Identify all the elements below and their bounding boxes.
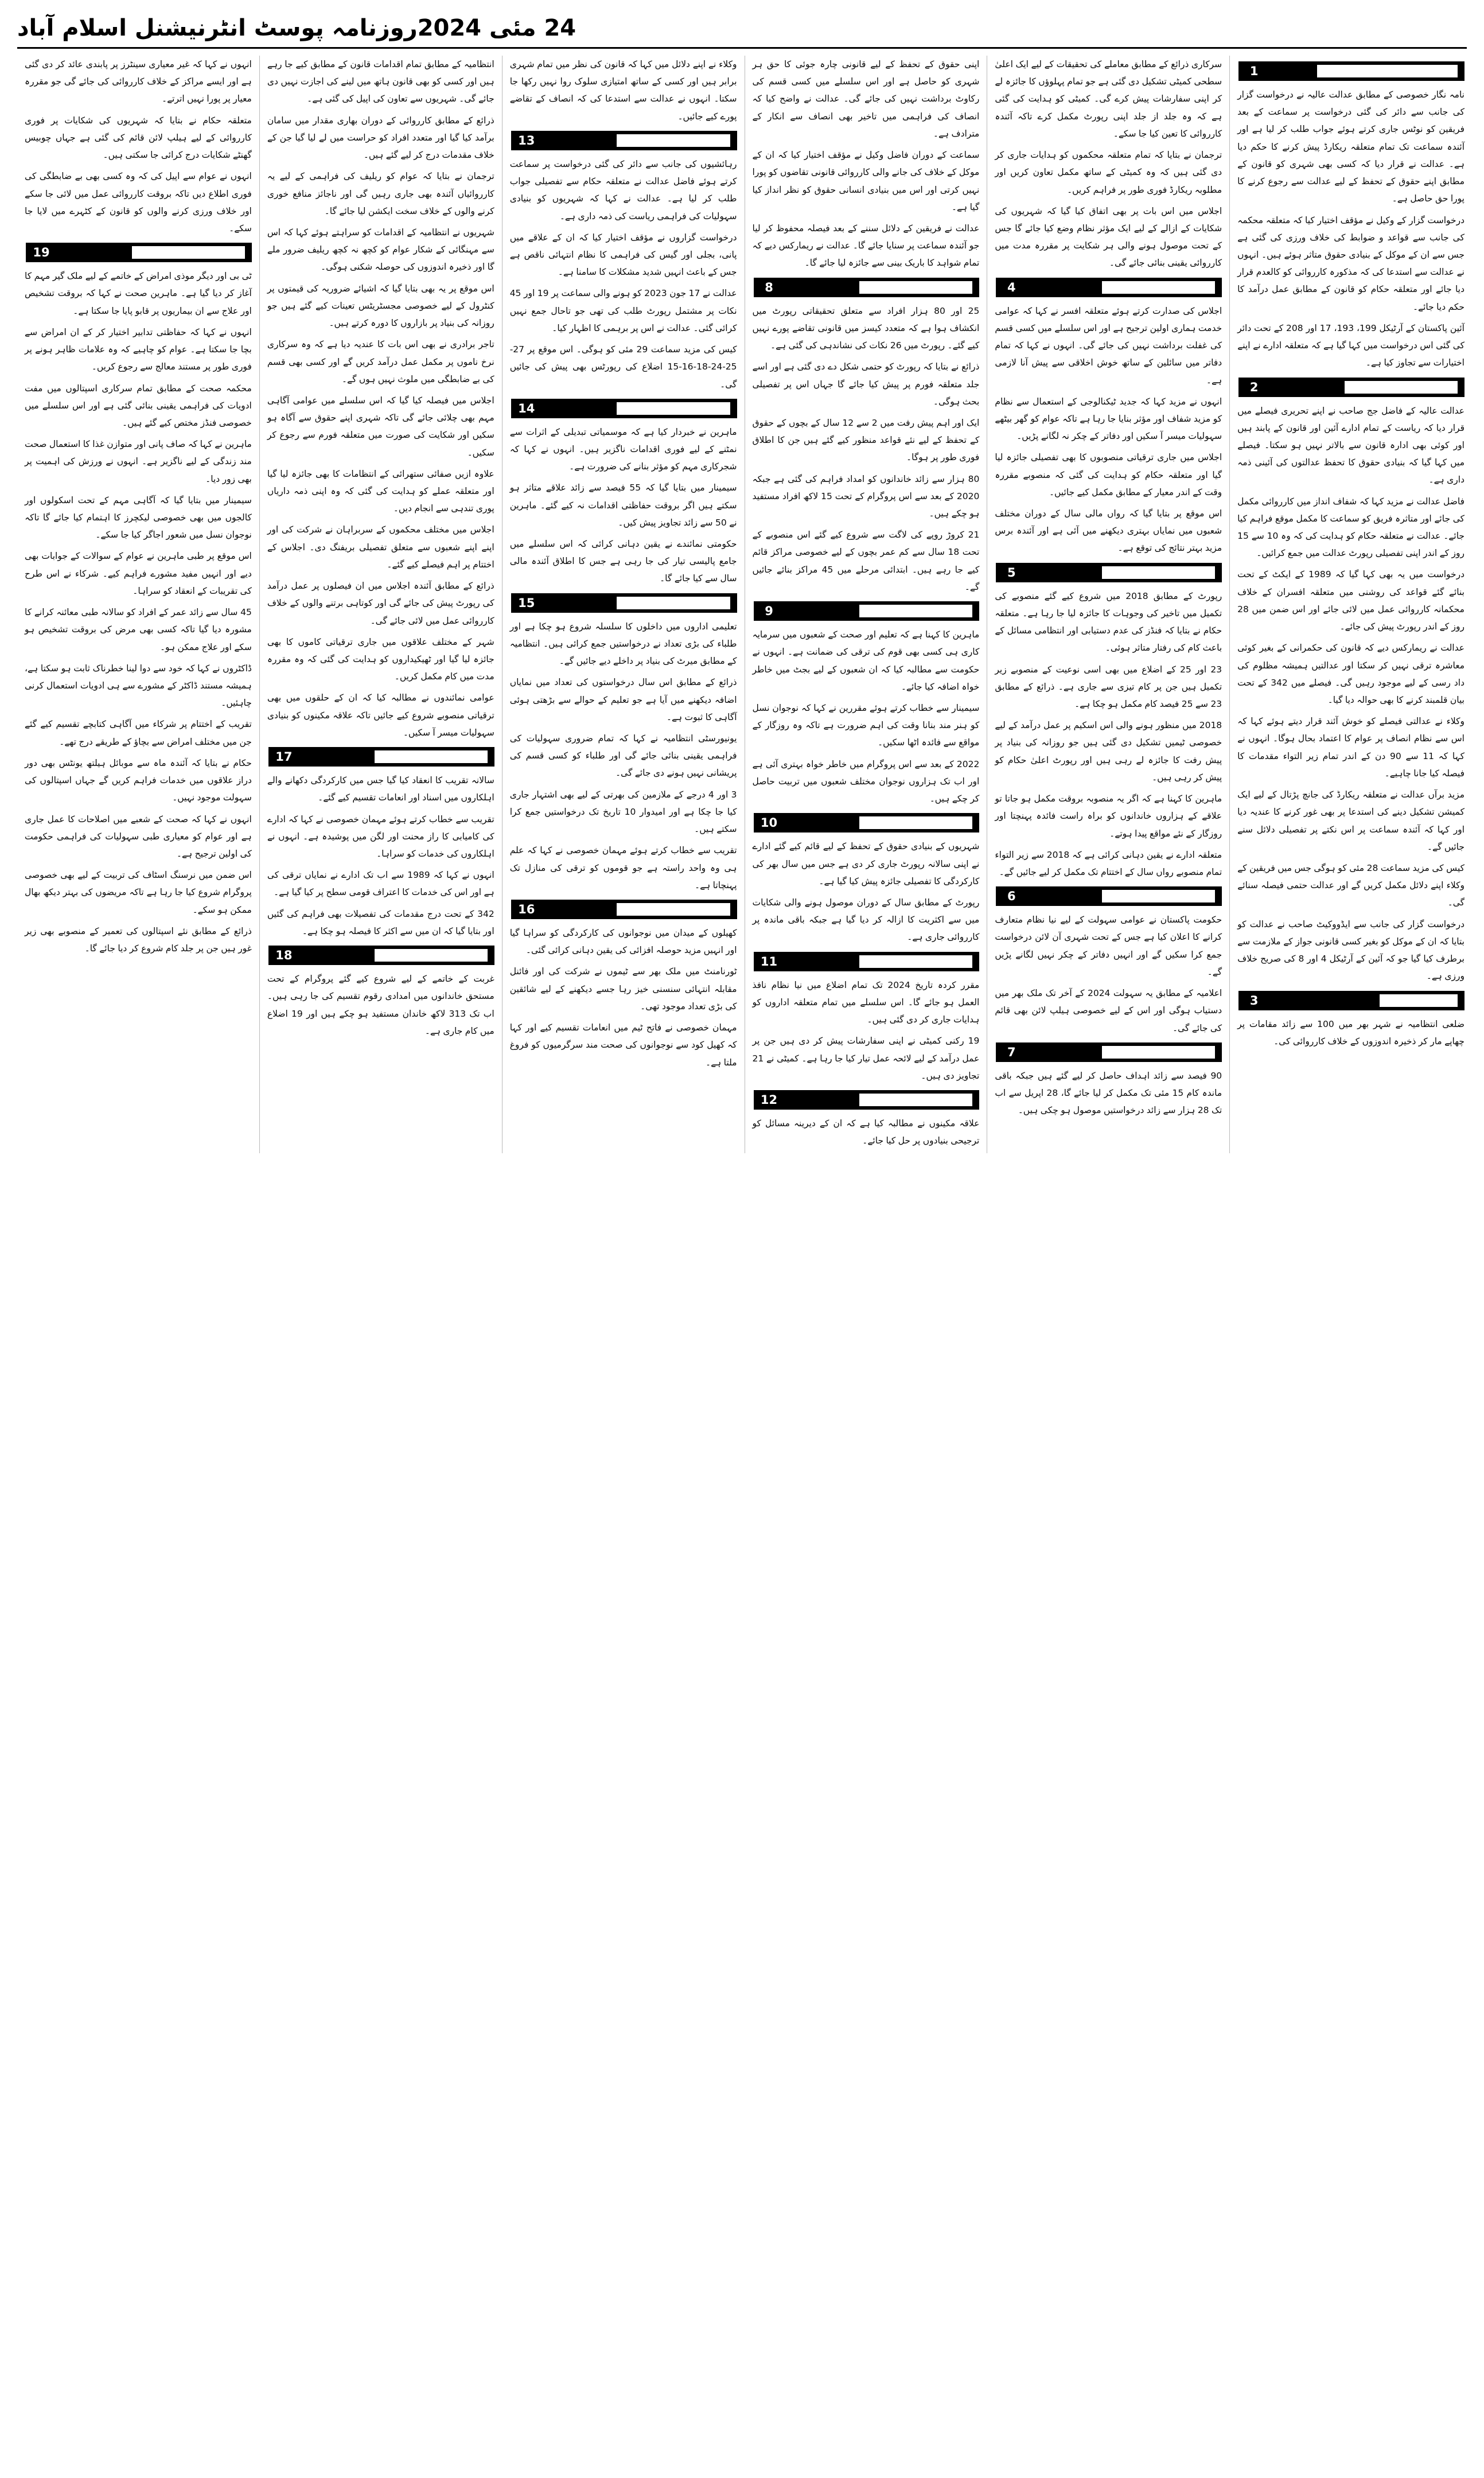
article-paragraph: درخواست میں یہ بھی کہا گیا کہ 1989 کے ایکٹ کے تحت بنائے گئے قواعد کی روشنی میں متعلقہ افسران کے خلاف محکمانہ کارروائی عمل میں لائی جائے اور اس ضمن میں 28 روز کے اندر رپورٹ پیش کی جائے۔: [1237, 569, 1464, 632]
article-headline-bar[interactable]: [753, 601, 980, 621]
article-paragraph: علاوہ ازیں صفائی ستھرائی کے انتظامات کا بھی جائزہ لیا گیا اور متعلقہ عملے کو ہدایت کی گئی کہ وہ اپنی ذمہ داریاں پوری تندہی سے انجام دیں۔: [267, 468, 494, 514]
article-number: 17: [267, 747, 299, 767]
headline-redacted-text: [785, 1090, 980, 1110]
redaction-block: [1102, 1046, 1215, 1059]
headline-redacted-text: [542, 131, 737, 150]
article-paragraph: 80 ہزار سے زائد خاندانوں کو امداد فراہم کی گئی ہے جبکہ 2020 کے بعد سے اس پروگرام کے تحت 15 لاکھ افراد مستفید ہو چکے ہیں۔: [752, 473, 980, 519]
headline-redacted-text: [1269, 378, 1464, 397]
article-paragraph: ایک اور اہم پیش رفت میں 2 سے 12 سال کے بچوں کے حقوق کے تحفظ کے لیے نئے قواعد منظور کیے گئے ہیں جن کا اطلاق فوری طور پر ہوگا۔: [752, 417, 980, 463]
article-paragraph: غربت کے خاتمے کے لیے شروع کیے گئے پروگرام کے تحت مستحق خاندانوں میں امدادی رقوم تقسیم کی جا رہی ہیں۔ اب تک 313 لاکھ خاندان مستفید ہو چکے ہیں اور 19 اضلاع میں کام جاری ہے۔: [267, 974, 494, 1036]
article-paragraph: شہریوں کے بنیادی حقوق کے تحفظ کے لیے قائم کیے گئے ادارے نے اپنی سالانہ رپورٹ جاری کر دی ہے جس میں سال بھر کی کارکردگی کا تفصیلی جائزہ پیش کیا گیا ہے۔: [752, 841, 980, 886]
article-paragraph: سیمینار میں بتایا گیا کہ آگاہی مہم کے تحت اسکولوں اور کالجوں میں بھی خصوصی لیکچرز کا اہتمام کیا جائے گا تاکہ نوجوان نسل میں شعور اجاگر کیا جا سکے۔: [25, 495, 252, 540]
article-paragraph: ذرائع نے بتایا کہ رپورٹ کو حتمی شکل دے دی گئی ہے اور اسے جلد متعلقہ فورم پر پیش کیا جائے گا جہاں اس پر تفصیلی بحث ہوگی۔: [752, 361, 980, 407]
article-number: 12: [753, 1090, 785, 1110]
redaction-block: [1102, 890, 1215, 902]
redaction-block: [1102, 281, 1215, 294]
article-headline-bar[interactable]: [267, 946, 494, 965]
article-number: 9: [753, 601, 785, 621]
article-paragraph: انہوں نے کہا کہ حفاظتی تدابیر اختیار کر کے ان امراض سے بچا جا سکتا ہے۔ عوام کو چاہیے کہ وہ علامات ظاہر ہونے پر فوری طور پر مستند معالج سے رجوع کریں۔: [25, 326, 252, 372]
article-paragraph: اجلاس میں فیصلہ کیا گیا کہ اس سلسلے میں عوامی آگاہی مہم بھی چلائی جائے گی تاکہ شہری اپنے حقوق سے آگاہ ہو سکیں اور شکایت کی صورت میں متعلقہ فورم سے رجوع کر سکیں۔: [267, 395, 494, 458]
article-paragraph: ذرائع کے مطابق نئے اسپتالوں کی تعمیر کے منصوبے بھی زیر غور ہیں جن پر جلد کام شروع کر دیا جائے گا۔: [25, 925, 252, 954]
redaction-block: [617, 903, 730, 916]
article-paragraph: رہائشیوں کی جانب سے دائر کی گئی درخواست پر سماعت کرتے ہوئے فاضل عدالت نے متعلقہ حکام سے تفصیلی جواب طلب کر لیا ہے۔ عدالت نے کہا کہ شہریوں کو بنیادی سہولیات کی فراہمی ریاست کی ذمہ داری ہے۔: [509, 158, 737, 221]
article-number: 11: [753, 952, 785, 971]
article-paragraph: 23 اور 25 کے اضلاع میں بھی اسی نوعیت کے منصوبے زیر تکمیل ہیں جن پر کام تیزی سے جاری ہے۔ ذرائع کے مطابق 23 سے 25 فیصد کام مکمل ہو چکا ہے۔: [995, 664, 1222, 709]
article-headline-bar[interactable]: [267, 747, 494, 767]
article-number: 15: [510, 593, 542, 613]
headline-redacted-text: [1027, 563, 1222, 582]
article-paragraph: درخواست گزار کی جانب سے ایڈووکیٹ صاحب نے عدالت کو بتایا کہ ان کے موکل کو بغیر کسی قانونی جواز کے ملازمت سے برطرف کیا گیا جو کہ آئین کے آرٹیکل 4 اور 8 کی صریح خلاف ورزی ہے۔: [1237, 919, 1464, 982]
article-headline-bar[interactable]: [753, 278, 980, 297]
redaction-block: [375, 750, 488, 763]
article-paragraph: انہوں نے کہا کہ صحت کے شعبے میں اصلاحات کا عمل جاری ہے اور عوام کو معیاری طبی سہولیات کی فراہمی حکومت کی اولین ترجیح ہے۔: [25, 814, 252, 859]
article-paragraph: عدالت نے فریقین کے دلائل سننے کے بعد فیصلہ محفوظ کر لیا جو آئندہ سماعت پر سنایا جائے گا۔ عدالت نے ریمارکس دیے کہ تمام شواہد کا باریک بینی سے جائزہ لیا جائے گا۔: [752, 223, 980, 269]
masthead-title: روزنامہ پوسٹ انٹرنیشنل اسلام آباد: [17, 15, 418, 41]
headline-redacted-text: [1269, 61, 1464, 81]
article-paragraph: شہر کے مختلف علاقوں میں جاری ترقیاتی کاموں کا بھی جائزہ لیا گیا اور ٹھیکیداروں کو ہدایت کی گئی کہ وہ مقررہ مدت میں کام مکمل کریں۔: [267, 636, 494, 682]
article-columns: [17, 56, 1467, 1153]
article-headline-bar[interactable]: [25, 243, 252, 262]
headline-redacted-text: [57, 243, 252, 262]
article-number: 16: [510, 900, 542, 919]
headline-redacted-text: [1269, 991, 1464, 1010]
headline-redacted-text: [785, 278, 980, 297]
article-headline-bar[interactable]: [510, 131, 737, 150]
article-paragraph: عوامی نمائندوں نے مطالبہ کیا کہ ان کے حلقوں میں بھی ترقیاتی منصوبے شروع کیے جائیں تاکہ علاقہ مکینوں کو بنیادی سہولیات میسر آ سکیں۔: [267, 693, 494, 738]
article-number: 2: [1237, 378, 1269, 397]
article-paragraph: عدالت نے ریمارکس دیے کہ قانون کی حکمرانی کے بغیر کوئی معاشرہ ترقی نہیں کر سکتا اور عدالتیں ہمیشہ مظلوم کی داد رسی کے لیے موجود رہیں گی۔ فیصلے میں 342 کے تحت بیان قلمبند کرنے کا بھی حوالہ دیا گیا۔: [1237, 643, 1464, 705]
article-paragraph: ماہرین کا کہنا ہے کہ اگر یہ منصوبہ بروقت مکمل ہو جاتا تو علاقے کے ہزاروں خاندانوں کو براہ راست فائدہ پہنچتا اور روزگار کے نئے مواقع پیدا ہوتے۔: [995, 793, 1222, 839]
article-paragraph: 342 کے تحت درج مقدمات کی تفصیلات بھی فراہم کی گئیں اور بتایا گیا کہ ان میں سے اکثر کا فیصلہ ہو چکا ہے۔: [267, 908, 494, 936]
article-number: 19: [25, 243, 57, 262]
article-number: 4: [995, 278, 1027, 297]
article-paragraph: رپورٹ کے مطابق 2018 میں شروع کیے گئے منصوبے کی تکمیل میں تاخیر کی وجوہات کا جائزہ لیا جا رہا ہے۔ متعلقہ حکام نے بتایا کہ فنڈز کی عدم دستیابی اور انتظامی مسائل کے باعث کام کی رفتار متاثر ہوئی۔: [995, 590, 1222, 653]
article-paragraph: سرکاری ذرائع کے مطابق معاملے کی تحقیقات کے لیے ایک اعلیٰ سطحی کمیٹی تشکیل دی گئی ہے جو تمام پہلوؤں کا جائزہ لے کر اپنی سفارشات پیش کرے گی۔ کمیٹی کو ہدایت کی گئی ہے کہ وہ جلد از جلد اپنی رپورٹ مکمل کرے تاکہ آئندہ کارروائی کا تعین کیا جا سکے۔: [995, 59, 1222, 139]
article-paragraph: انہوں نے کہا کہ غیر معیاری سینٹرز پر پابندی عائد کر دی گئی ہے اور ایسے مراکز کے خلاف کارروائی کی جائے گی جو مقررہ معیار پر پورا نہیں اترتے۔: [25, 59, 252, 104]
headline-redacted-text: [1027, 1042, 1222, 1062]
article-paragraph: ماہرین کا کہنا ہے کہ تعلیم اور صحت کے شعبوں میں سرمایہ کاری ہی کسی بھی قوم کی ترقی کی ضمانت ہے۔ انہوں نے حکومت سے مطالبہ کیا کہ ان شعبوں کے لیے بجٹ میں خاطر خواہ اضافہ کیا جائے۔: [752, 629, 980, 692]
article-paragraph: اپنی حقوق کے تحفظ کے لیے قانونی چارہ جوئی کا حق ہر شہری کو حاصل ہے اور اس سلسلے میں کسی قسم کی رکاوٹ برداشت نہیں کی جائے گی۔ عدالت نے واضح کیا کہ انصاف کی فراہمی میں تاخیر بھی انصاف سے انکار کے مترادف ہے۔: [752, 59, 980, 139]
column-3: [745, 56, 987, 1153]
redaction-block: [859, 1094, 972, 1106]
article-paragraph: متعلقہ ادارے نے یقین دہانی کرائی ہے کہ 2018 سے زیر التواء تمام منصوبے رواں سال کے اختتام تک مکمل کر لیے جائیں گے۔: [995, 849, 1222, 877]
column-5: [259, 56, 502, 1153]
article-headline-bar[interactable]: [510, 593, 737, 613]
article-paragraph: ٹی بی اور دیگر موذی امراض کے خاتمے کے لیے ملک گیر مہم کا آغاز کر دیا گیا ہے۔ ماہرین صحت نے کہا کہ بروقت تشخیص اور علاج سے ان بیماریوں پر قابو پایا جا سکتا ہے۔: [25, 271, 252, 316]
headline-redacted-text: [542, 399, 737, 418]
article-paragraph: عدالت عالیہ کے فاضل جج صاحب نے اپنے تحریری فیصلے میں قرار دیا کہ ریاست کے تمام ادارے آئین اور قانون کے پابند ہیں اور کوئی بھی ادارہ قانون سے بالاتر نہیں ہو سکتا۔ فیصلے میں کہا گیا کہ بنیادی حقوق کا تحفظ عدالتوں کی آئینی ذمہ داری ہے۔: [1237, 405, 1464, 485]
masthead: [17, 15, 1467, 49]
headline-redacted-text: [785, 952, 980, 971]
article-paragraph: کھیلوں کے میدان میں نوجوانوں کی کارکردگی کو سراہا گیا اور انہیں مزید حوصلہ افزائی کی یقین دہانی کرائی گئی۔: [509, 927, 737, 956]
article-paragraph: فاضل عدالت نے مزید کہا کہ شفاف انداز میں کارروائی مکمل کی جائے اور متاثرہ فریق کو سماعت کا مکمل موقع فراہم کیا جائے۔ عدالت نے متعلقہ حکام کو ہدایت کی کہ وہ 10 سے 15 روز کے اندر اپنی تفصیلی رپورٹ عدالت میں جمع کرائیں۔: [1237, 496, 1464, 559]
article-number: 3: [1237, 991, 1269, 1010]
article-paragraph: اجلاس میں جاری ترقیاتی منصوبوں کا بھی تفصیلی جائزہ لیا گیا اور متعلقہ حکام کو ہدایت کی گئی کہ منصوبے مقررہ وقت کے اندر معیار کے مطابق مکمل کیے جائیں۔: [995, 452, 1222, 497]
headline-redacted-text: [542, 593, 737, 613]
article-paragraph: 2022 کے بعد سے اس پروگرام میں خاطر خواہ بہتری آئی ہے اور اب تک ہزاروں نوجوان مختلف شعبوں میں تربیت حاصل کر چکے ہیں۔: [752, 758, 980, 804]
redaction-block: [132, 246, 245, 259]
article-paragraph: محکمہ صحت کے مطابق تمام سرکاری اسپتالوں میں مفت ادویات کی فراہمی یقینی بنائی گئی ہے اور اس سلسلے میں خصوصی فنڈز مختص کیے گئے ہیں۔: [25, 383, 252, 428]
article-paragraph: 90 فیصد سے زائد اہداف حاصل کر لیے گئے ہیں جبکہ باقی ماندہ کام 15 مئی تک مکمل کر لیا جائے گا، 28 اپریل سے اب تک 28 ہزار سے زائد درخواستیں موصول ہو چکی ہیں۔: [995, 1070, 1222, 1116]
column-4: [502, 56, 745, 1153]
redaction-block: [375, 949, 488, 962]
article-paragraph: سالانہ تقریب کا انعقاد کیا گیا جس میں کارکردگی دکھانے والے اہلکاروں میں اسناد اور انعامات تقسیم کیے گئے۔: [267, 775, 494, 803]
article-paragraph: شہریوں نے انتظامیہ کے اقدامات کو سراہتے ہوئے کہا کہ اس سے مہنگائی کے شکار عوام کو کچھ نہ کچھ ریلیف ضرور ملے گا اور ذخیرہ اندوزوں کی حوصلہ شکنی ہوگی۔: [267, 227, 494, 273]
article-paragraph: رپورٹ کے مطابق سال کے دوران موصول ہونے والی شکایات میں سے اکثریت کا ازالہ کر دیا گیا ہے جبکہ باقی ماندہ پر کارروائی جاری ہے۔: [752, 897, 980, 943]
redaction-block: [617, 597, 730, 609]
article-paragraph: 2018 میں منظور ہونے والی اس اسکیم پر عمل درآمد کے لیے خصوصی ٹیمیں تشکیل دی گئی ہیں جو روزانہ کی بنیاد پر پیش رفت کا جائزہ لے رہی ہیں اور رپورٹ اعلیٰ حکام کو پیش کر رہی ہیں۔: [995, 720, 1222, 783]
article-paragraph: تاجر برادری نے بھی اس بات کا عندیہ دیا ہے کہ وہ سرکاری نرخ ناموں پر مکمل عمل درآمد کریں گے اور کسی بھی قسم کی بے ضابطگی میں ملوث نہیں ہوں گے۔: [267, 339, 494, 384]
article-paragraph: سماعت کے دوران فاضل وکیل نے مؤقف اختیار کیا کہ ان کے موکل کے خلاف کی جانے والی کارروائی قانونی تقاضوں کو پورا نہیں کرتی اور اس میں بنیادی انسانی حقوق کو نظر انداز کیا گیا ہے۔: [752, 150, 980, 212]
article-paragraph: حکومتی نمائندے نے یقین دہانی کرائی کہ اس سلسلے میں جامع پالیسی تیار کی جا رہی ہے جس کا اطلاق آئندہ مالی سال سے کیا جائے گا۔: [509, 539, 737, 584]
article-headline-bar[interactable]: [1237, 61, 1464, 81]
article-paragraph: عدالت نے 17 جون 2023 کو ہونے والی سماعت پر 19 اور 45 نکات پر مشتمل رپورٹ طلب کی تھی جو تاحال جمع نہیں کرائی گئی۔ عدالت نے اس پر برہمی کا اظہار کیا۔: [509, 288, 737, 333]
article-paragraph: ترجمان نے بتایا کہ عوام کو ریلیف کی فراہمی کے لیے یہ کارروائیاں آئندہ بھی جاری رہیں گی اور ناجائز منافع خوری کرنے والوں کے خلاف سخت ایکشن لیا جائے گا۔: [267, 171, 494, 216]
article-paragraph: اعلامیہ کے مطابق یہ سہولت 2024 کے آخر تک ملک بھر میں دستیاب ہوگی اور اس کے لیے خصوصی ہیلپ لائن بھی قائم کی جائے گی۔: [995, 988, 1222, 1033]
article-paragraph: یونیورسٹی انتظامیہ نے کہا کہ تمام ضروری سہولیات کی فراہمی یقینی بنائی جائے گی اور طلباء کو کسی قسم کی پریشانی نہیں ہونے دی جائے گی۔: [509, 733, 737, 779]
article-paragraph: آئین پاکستان کے آرٹیکل 199، 193، 17 اور 208 کے تحت دائر کی گئی اس درخواست میں کہا گیا ہے کہ متعلقہ ادارے نے اپنے اختیارات سے تجاوز کیا ہے۔: [1237, 322, 1464, 368]
article-paragraph: ذرائع کے مطابق اس سال درخواستوں کی تعداد میں نمایاں اضافہ دیکھنے میں آیا ہے جو تعلیم کے حوالے سے بڑھتی ہوئی آگاہی کا ثبوت ہے۔: [509, 677, 737, 722]
article-number: 1: [1237, 61, 1269, 81]
redaction-block: [1102, 566, 1215, 579]
article-paragraph: ڈاکٹروں نے کہا کہ خود سے دوا لینا خطرناک ثابت ہو سکتا ہے، ہمیشہ مستند ڈاکٹر کے مشورے سے ہی ادویات استعمال کرنی چاہئیں۔: [25, 663, 252, 709]
article-headline-bar[interactable]: [995, 563, 1222, 582]
headline-redacted-text: [1027, 278, 1222, 297]
article-paragraph: انہوں نے مزید کہا کہ جدید ٹیکنالوجی کے استعمال سے نظام کو مزید شفاف اور مؤثر بنایا جا رہا ہے تاکہ عوام کو گھر بیٹھے سہولیات میسر آ سکیں اور دفاتر کے چکر نہ لگانے پڑیں۔: [995, 396, 1222, 442]
redaction-block: [1317, 65, 1458, 77]
article-number: 5: [995, 563, 1027, 582]
article-paragraph: علاقہ مکینوں نے مطالبہ کیا ہے کہ ان کے دیرینہ مسائل کو ترجیحی بنیادوں پر حل کیا جائے۔: [752, 1118, 980, 1146]
article-paragraph: تعلیمی اداروں میں داخلوں کا سلسلہ شروع ہو چکا ہے اور طلباء کی بڑی تعداد نے درخواستیں جمع کرائی ہیں۔ انتظامیہ کے مطابق میرٹ کی بنیاد پر داخلے دیے جائیں گے۔: [509, 621, 737, 667]
redaction-block: [617, 402, 730, 415]
article-number: 7: [995, 1042, 1027, 1062]
column-2: [987, 56, 1229, 1153]
article-paragraph: 45 سال سے زائد عمر کے افراد کو سالانہ طبی معائنہ کرانے کا مشورہ دیا گیا تاکہ کسی بھی مرض کی بروقت تشخیص ہو سکے اور علاج ممکن ہو۔: [25, 607, 252, 652]
article-paragraph: تقریب سے خطاب کرتے ہوئے مہمان خصوصی نے کہا کہ ادارے کی کامیابی کا راز محنت اور لگن میں پوشیدہ ہے۔ انہوں نے اہلکاروں کی خدمات کو سراہا۔: [267, 814, 494, 859]
redaction-block: [1345, 381, 1458, 394]
article-paragraph: انہوں نے عوام سے اپیل کی کہ وہ کسی بھی بے ضابطگی کی فوری اطلاع دیں تاکہ بروقت کارروائی عمل میں لائی جا سکے اور خلاف ورزی کرنے والوں کو قانون کے کٹہرے میں لایا جا سکے۔: [25, 171, 252, 234]
article-number: 13: [510, 131, 542, 150]
article-paragraph: کیس کی مزید سماعت 28 مئی کو ہوگی جس میں فریقین کے وکلاء اپنے دلائل مکمل کریں گے اور عدالت حتمی فیصلہ سنائے گی۔: [1237, 862, 1464, 908]
headline-redacted-text: [1027, 886, 1222, 906]
article-paragraph: اجلاس میں اس بات پر بھی اتفاق کیا گیا کہ شہریوں کی شکایات کے ازالے کے لیے ایک مؤثر نظام وضع کیا جائے گا جس کے تحت موصول ہونے والی ہر شکایت پر مقررہ مدت میں کارروائی یقینی بنائی جائے گی۔: [995, 205, 1222, 269]
headline-redacted-text: [785, 813, 980, 833]
article-paragraph: اس موقع پر بتایا گیا کہ رواں مالی سال کے دوران مختلف شعبوں میں نمایاں بہتری دیکھنے میں آئی ہے اور آئندہ برس مزید بہتر نتائج کی توقع ہے۔: [995, 508, 1222, 554]
article-headline-bar[interactable]: [510, 399, 737, 418]
article-paragraph: اجلاس کی صدارت کرتے ہوئے متعلقہ افسر نے کہا کہ عوامی خدمت ہماری اولین ترجیح ہے اور اس سلسلے میں کسی قسم کی غفلت برداشت نہیں کی جائے گی۔ انہوں نے کہا کہ تمام دفاتر میں سائلین کے ساتھ خوش اخلاقی سے پیش آنا لازمی ہے۔: [995, 305, 1222, 386]
article-headline-bar[interactable]: [995, 278, 1222, 297]
article-paragraph: مقرر کردہ تاریخ 2024 تک تمام اضلاع میں نیا نظام نافذ العمل ہو جائے گا۔ اس سلسلے میں تمام متعلقہ اداروں کو ہدایات جاری کر دی گئی ہیں۔: [752, 979, 980, 1025]
article-headline-bar[interactable]: [995, 1042, 1222, 1062]
article-headline-bar[interactable]: [753, 813, 980, 833]
article-paragraph: مہمان خصوصی نے فاتح ٹیم میں انعامات تقسیم کیے اور کہا کہ کھیل کود سے نوجوانوں کی صحت مند سرگرمیوں کو فروغ ملتا ہے۔: [509, 1022, 737, 1068]
redaction-block: [1380, 994, 1458, 1007]
article-paragraph: 21 کروڑ روپے کی لاگت سے شروع کیے گئے اس منصوبے کے تحت 18 سال سے کم عمر بچوں کے لیے خصوصی مراکز قائم کیے جا رہے ہیں۔ ابتدائی مرحلے میں 45 مراکز بنائے جائیں گے۔: [752, 530, 980, 592]
masthead-date: 24 مئی 2024: [417, 15, 577, 41]
article-paragraph: متعلقہ حکام نے بتایا کہ شہریوں کی شکایات پر فوری کارروائی کے لیے ہیلپ لائن قائم کی گئی ہے جہاں چوبیس گھنٹے شکایات درج کرائی جا سکتی ہیں۔: [25, 115, 252, 161]
column-6: [17, 56, 259, 1153]
redaction-block: [859, 816, 972, 829]
headline-redacted-text: [299, 946, 494, 965]
article-paragraph: انہوں نے کہا کہ 1989 سے اب تک ادارے نے نمایاں ترقی کی ہے اور اس کی خدمات کا اعتراف قومی سطح پر کیا گیا ہے۔: [267, 870, 494, 898]
article-paragraph: وکلاء نے عدالتی فیصلے کو خوش آئند قرار دیتے ہوئے کہا کہ اس سے نظام انصاف پر عوام کا اعتماد بحال ہوگا۔ انہوں نے کہا کہ 11 سے 90 دن کے اندر تمام زیر التواء مقدمات کا فیصلہ کیا جانا چاہیے۔: [1237, 716, 1464, 779]
headline-redacted-text: [785, 601, 980, 621]
article-paragraph: حکومت پاکستان نے عوامی سہولت کے لیے نیا نظام متعارف کرانے کا اعلان کیا ہے جس کے تحت شہری آن لائن درخواست جمع کرا سکیں گے اور انہیں دفاتر کے چکر نہیں لگانے پڑیں گے۔: [995, 915, 1222, 977]
article-number: 14: [510, 399, 542, 418]
article-headline-bar[interactable]: [753, 1090, 980, 1110]
article-number: 10: [753, 813, 785, 833]
article-paragraph: نامہ نگار خصوصی کے مطابق عدالت عالیہ نے درخواست گزار کی جانب سے دائر کی گئی درخواست پر سماعت کے بعد فریقین کو نوٹس جاری کرتے ہوئے جواب طلب کر لیا ہے اور آئندہ سماعت تک تمام متعلقہ ریکارڈ پیش کرنے کا حکم دیا ہے۔ عدالت نے قرار دیا کہ کسی بھی شہری کو قانون کے مطابق اپنے حقوق کے تحفظ کے لیے عدالت سے رجوع کرنے کا پورا حق حاصل ہے۔: [1237, 90, 1464, 204]
article-paragraph: انتظامیہ کے مطابق تمام اقدامات قانون کے مطابق کیے جا رہے ہیں اور کسی کو بھی قانون ہاتھ میں لینے کی اجازت نہیں دی جائے گی۔ شہریوں سے تعاون کی اپیل کی گئی ہے۔: [267, 59, 494, 104]
article-headline-bar[interactable]: [510, 900, 737, 919]
article-paragraph: 19 رکنی کمیٹی نے اپنی سفارشات پیش کر دی ہیں جن پر عمل درآمد کے لیے لائحہ عمل تیار کیا جا رہا ہے۔ کمیٹی نے 21 تجاویز دی ہیں۔: [752, 1036, 980, 1081]
article-paragraph: مزید برآں عدالت نے متعلقہ ریکارڈ کی جانچ پڑتال کے لیے ایک کمیشن تشکیل دینے کی استدعا پر بھی غور کرنے کا عندیہ دیا اور کہا کہ آئندہ سماعت پر اس نکتے پر تفصیلی دلائل سنے جائیں گے۔: [1237, 789, 1464, 852]
article-paragraph: ذرائع کے مطابق کارروائی کے دوران بھاری مقدار میں سامان برآمد کیا گیا اور متعدد افراد کو حراست میں لے لیا گیا جن کے خلاف مقدمات درج کر لیے گئے ہیں۔: [267, 115, 494, 161]
article-paragraph: ماہرین نے کہا کہ صاف پانی اور متوازن غذا کا استعمال صحت مند زندگی کے لیے ناگزیر ہے۔ انہوں نے ورزش کی اہمیت پر بھی زور دیا۔: [25, 439, 252, 484]
article-paragraph: ذرائع کے مطابق آئندہ اجلاس میں ان فیصلوں پر عمل درآمد کی رپورٹ پیش کی جائے گی اور کوتاہی برتنے والوں کے خلاف کارروائی عمل میں لائی جائے گی۔: [267, 581, 494, 626]
redaction-block: [859, 605, 972, 617]
article-paragraph: اجلاس میں مختلف محکموں کے سربراہان نے شرکت کی اور اپنے اپنے شعبوں سے متعلق تفصیلی بریفنگ دی۔ اجلاس کے اختتام پر اہم فیصلے کیے گئے۔: [267, 524, 494, 570]
article-paragraph: تقریب سے خطاب کرتے ہوئے مہمان خصوصی نے کہا کہ علم ہی وہ واحد راستہ ہے جو قوموں کو ترقی کی منازل تک پہنچاتا ہے۔: [509, 845, 737, 890]
article-number: 8: [753, 278, 785, 297]
article-headline-bar[interactable]: [995, 886, 1222, 906]
redaction-block: [617, 134, 730, 147]
article-paragraph: وکلاء نے اپنے دلائل میں کہا کہ قانون کی نظر میں تمام شہری برابر ہیں اور کسی کے ساتھ امتیازی سلوک روا نہیں رکھا جا سکتا۔ انہوں نے عدالت سے استدعا کی کہ انصاف کے تقاضے پورے کیے جائیں۔: [509, 59, 737, 122]
article-paragraph: ترجمان نے بتایا کہ تمام متعلقہ محکموں کو ہدایات جاری کر دی گئی ہیں کہ وہ کمیٹی کے ساتھ مکمل تعاون کریں اور مطلوبہ ریکارڈ فوری طور پر فراہم کریں۔: [995, 150, 1222, 195]
article-paragraph: تقریب کے اختتام پر شرکاء میں آگاہی کتابچے تقسیم کیے گئے جن میں مختلف امراض سے بچاؤ کے طریقے درج تھے۔: [25, 719, 252, 747]
article-headline-bar[interactable]: [753, 952, 980, 971]
article-paragraph: 3 اور 4 درجے کے ملازمین کی بھرتی کے لیے بھی اشتہار جاری کیا جا چکا ہے اور امیدوار 10 تاریخ تک درخواستیں جمع کرا سکتے ہیں۔: [509, 789, 737, 835]
article-paragraph: اس موقع پر یہ بھی بتایا گیا کہ اشیائے ضروریہ کی قیمتوں پر کنٹرول کے لیے خصوصی مجسٹریٹس تعینات کیے گئے ہیں جو روزانہ کی بنیاد پر بازاروں کا دورہ کرتے ہیں۔: [267, 283, 494, 329]
article-paragraph: کیس کی مزید سماعت 29 مئی کو ہوگی۔ اس موقع پر 27-25-24-18-16-15 اضلاع کی رپورٹس بھی پیش کی جائیں گی۔: [509, 344, 737, 390]
article-paragraph: درخواست گزار کے وکیل نے مؤقف اختیار کیا کہ متعلقہ محکمہ کی جانب سے قواعد و ضوابط کی خلاف ورزی کی گئی ہے جس سے ان کے موکل کے بنیادی حقوق متاثر ہوئے ہیں۔ انہوں نے عدالت سے استدعا کی کہ مذکورہ کارروائی کو کالعدم قرار دیا جائے اور متعلقہ حکام کو قانون کے مطابق عمل درآمد کا حکم دیا جائے۔: [1237, 215, 1464, 312]
article-headline-bar[interactable]: [1237, 378, 1464, 397]
column-1: [1229, 56, 1467, 1153]
article-number: 18: [267, 946, 299, 965]
article-paragraph: درخواست گزاروں نے مؤقف اختیار کیا کہ ان کے علاقے میں پانی، بجلی اور گیس کی فراہمی کا نظام انتہائی ناقص ہے جس کے باعث انہیں شدید مشکلات کا سامنا ہے۔: [509, 232, 737, 278]
article-paragraph: حکام نے بتایا کہ آئندہ ماہ سے موبائل ہیلتھ یونٹس بھی دور دراز علاقوں میں خدمات فراہم کریں گے جہاں اسپتالوں کی سہولت موجود نہیں۔: [25, 757, 252, 803]
article-paragraph: سیمینار میں بتایا گیا کہ 55 فیصد سے زائد علاقے متاثر ہو سکتے ہیں اگر بروقت حفاظتی اقدامات نہ کیے گئے۔ ماہرین نے 50 سے زائد تجاویز پیش کیں۔: [509, 483, 737, 528]
article-paragraph: ٹورنامنٹ میں ملک بھر سے ٹیموں نے شرکت کی اور فائنل مقابلہ انتہائی سنسنی خیز رہا جسے دیکھنے کے لیے شائقین کی بڑی تعداد موجود تھی۔: [509, 966, 737, 1012]
article-paragraph: سیمینار سے خطاب کرتے ہوئے مقررین نے کہا کہ نوجوان نسل کو ہنر مند بنانا وقت کی اہم ضرورت ہے تاکہ وہ روزگار کے مواقع سے فائدہ اٹھا سکیں۔: [752, 703, 980, 748]
article-number: 6: [995, 886, 1027, 906]
article-paragraph: ضلعی انتظامیہ نے شہر بھر میں 100 سے زائد مقامات پر چھاپے مار کر ذخیرہ اندوزوں کے خلاف کارروائی کی۔: [1237, 1018, 1464, 1047]
headline-redacted-text: [299, 747, 494, 767]
article-paragraph: ماہرین نے خبردار کیا ہے کہ موسمیاتی تبدیلی کے اثرات سے نمٹنے کے لیے فوری اقدامات ناگزیر ہیں۔ انہوں نے کہا کہ شجرکاری مہم کو مؤثر بنانے کی ضرورت ہے۔: [509, 426, 737, 472]
redaction-block: [859, 955, 972, 968]
article-headline-bar[interactable]: [1237, 991, 1464, 1010]
article-paragraph: 25 اور 80 ہزار افراد سے متعلق تحقیقاتی رپورٹ میں انکشاف ہوا ہے کہ متعدد کیسز میں قانونی تقاضے پورے نہیں کیے گئے۔ رپورٹ میں 26 نکات کی نشاندہی کی گئی ہے۔: [752, 305, 980, 351]
redaction-block: [859, 281, 972, 294]
headline-redacted-text: [542, 900, 737, 919]
article-paragraph: اس ضمن میں نرسنگ اسٹاف کی تربیت کے لیے بھی خصوصی پروگرام شروع کیا جا رہا ہے تاکہ مریضوں کی بہتر دیکھ بھال ممکن ہو سکے۔: [25, 870, 252, 915]
article-paragraph: اس موقع پر طبی ماہرین نے عوام کے سوالات کے جوابات بھی دیے اور انہیں مفید مشورے فراہم کیے۔ شرکاء نے اس طرح کی تقریبات کے انعقاد کو سراہا۔: [25, 551, 252, 596]
